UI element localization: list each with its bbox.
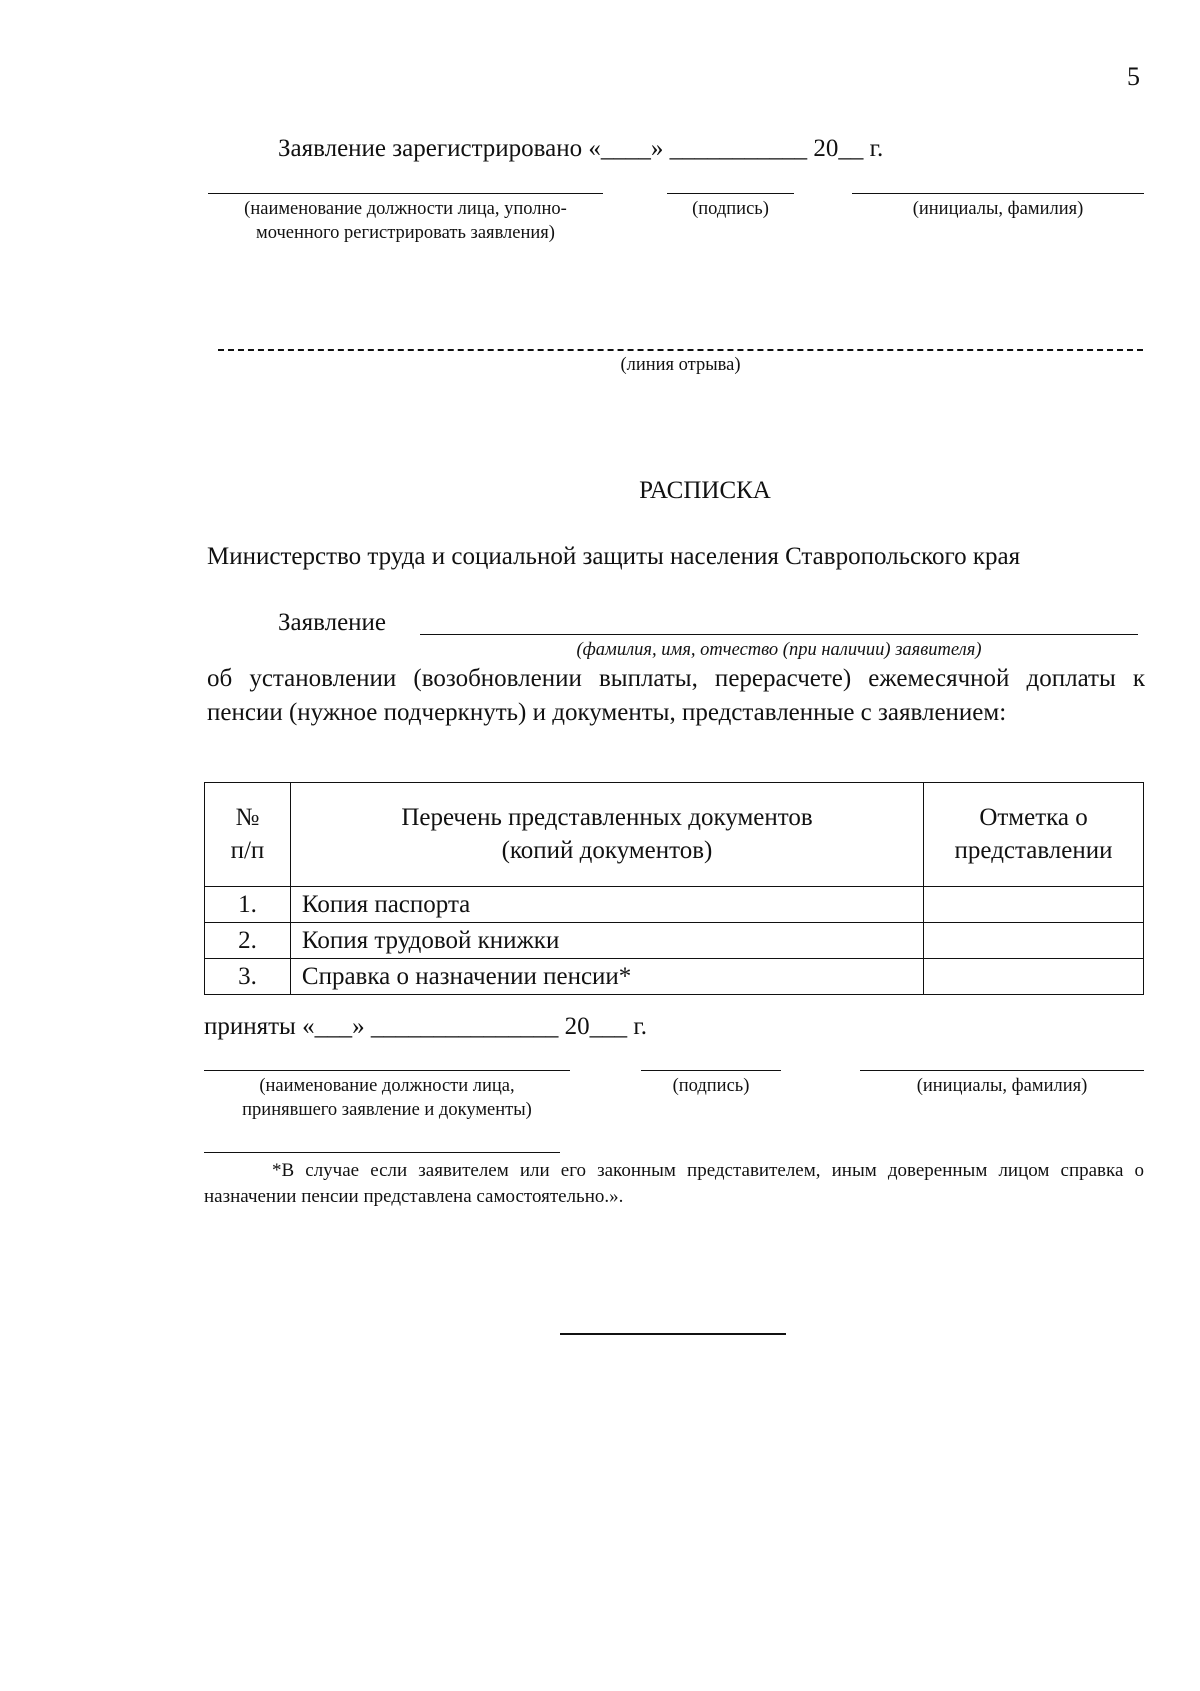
accepted-line: приняты «___» _______________ 20___ г. — [204, 1013, 648, 1040]
row-mark-cell[interactable] — [924, 959, 1144, 995]
row-number: 2. — [205, 923, 291, 959]
registration-position-caption: (наименование должности лица, уполно- моченного регистрировать заявления) — [244, 199, 567, 244]
ministry-name: Министерство труда и социальной защиты населения Ставропольского края — [207, 543, 1021, 570]
accepted-position-caption: (наименование должности лица, принявшего заявление и документы) — [242, 1076, 532, 1121]
footnote: *В случае если заявителем или его законным представителем, иным доверенным лицом справка о назначении пенсии представлена самостоятельно.». — [204, 1160, 1144, 1207]
signature-line — [667, 193, 794, 194]
footnote-separator — [204, 1152, 560, 1153]
accepted-name-caption: (инициалы, фамилия) — [916, 1076, 1088, 1096]
receipt-title: РАСПИСКА — [639, 477, 771, 504]
applicant-name-line — [420, 634, 1138, 635]
header-document-list: Перечень представленных документов (копий документов) — [290, 783, 923, 887]
row-mark-cell[interactable] — [924, 923, 1144, 959]
name-signature-line — [852, 193, 1144, 194]
header-mark: Отметка о представлении — [924, 783, 1144, 887]
registration-signature-caption: (подпись) — [692, 199, 769, 219]
table-header-row — [205, 783, 1144, 887]
accepted-position-line — [204, 1070, 570, 1071]
table-row — [205, 887, 1144, 923]
accepted-signature-caption: (подпись) — [672, 1076, 750, 1096]
applicant-caption: (фамилия, имя, отчество (при наличии) заявителя) — [576, 640, 982, 660]
page-number: 5 — [1127, 62, 1140, 91]
statement-label: Заявление — [278, 609, 387, 636]
row-number: 3. — [205, 959, 291, 995]
row-document-name: Справка о назначении пенсии* — [290, 959, 923, 995]
registration-line: Заявление зарегистрировано «____» ___________ 20__ г. — [278, 135, 884, 162]
tear-line — [218, 349, 1143, 351]
header-number: № п/п — [205, 783, 291, 887]
table-row — [205, 959, 1144, 995]
row-document-name: Копия паспорта — [290, 887, 923, 923]
accepted-name-line — [860, 1070, 1144, 1071]
table-row — [205, 923, 1144, 959]
registration-name-caption: (инициалы, фамилия) — [912, 199, 1084, 219]
documents-table — [204, 782, 1144, 995]
row-mark-cell[interactable] — [924, 887, 1144, 923]
receipt-paragraph: об установлении (возобновлении выплаты, перерасчете) ежемесячной доплаты к пенсии (нужное подчеркнуть) и документы, представленные с заявлением: — [207, 665, 1145, 726]
row-document-name: Копия трудовой книжки — [290, 923, 923, 959]
accepted-signature-line — [641, 1070, 781, 1071]
position-signature-line — [208, 193, 603, 194]
row-number: 1. — [205, 887, 291, 923]
end-line — [560, 1333, 786, 1335]
tear-line-label: (линия отрыва) — [620, 355, 741, 375]
